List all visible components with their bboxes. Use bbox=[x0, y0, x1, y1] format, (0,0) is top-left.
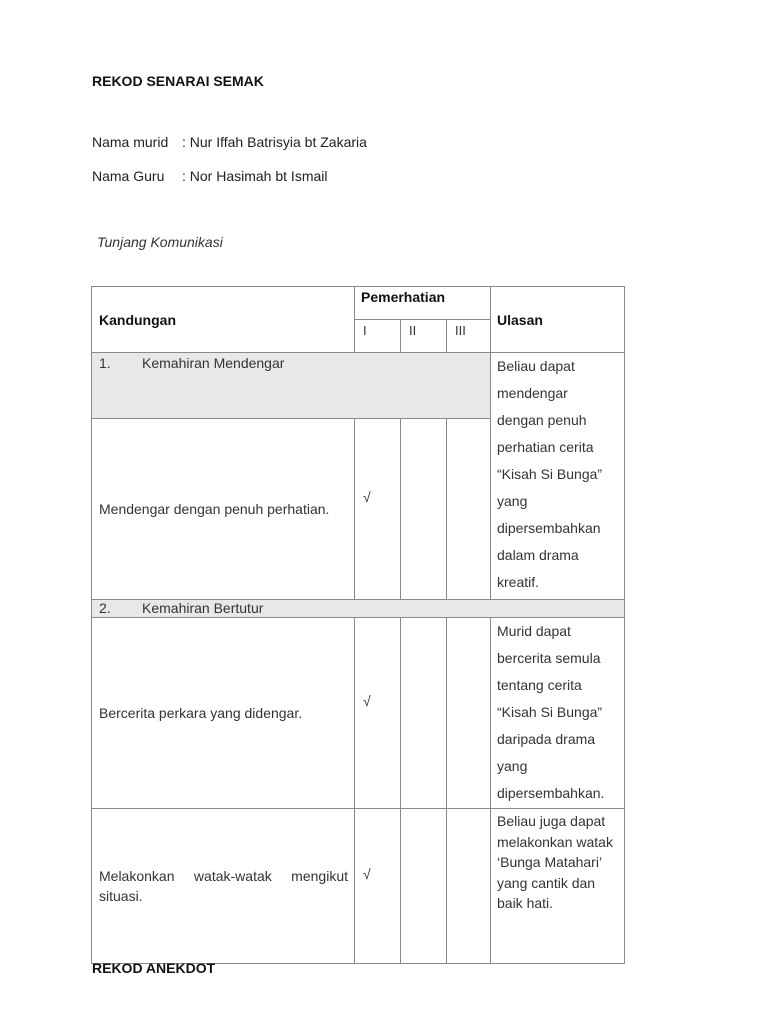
mark-level-2 bbox=[401, 809, 447, 964]
category-row-speaking bbox=[92, 600, 625, 618]
header-level-1: I bbox=[355, 320, 401, 353]
mark-level-3 bbox=[447, 419, 491, 600]
header-remarks: Ulasan bbox=[491, 287, 625, 353]
mark-level-1 bbox=[355, 618, 401, 809]
remarks-cell bbox=[491, 618, 625, 809]
remarks-text: Beliau dapat mendengar dengan penuh perhatian cerita “Kisah Si Bunga” yang dipersembahkan dalam drama kreatif. bbox=[497, 358, 603, 590]
header-level-3: III bbox=[447, 320, 491, 353]
footer-heading: REKOD ANEKDOT bbox=[92, 960, 216, 976]
header-content: Kandungan bbox=[92, 287, 355, 353]
teacher-name-row bbox=[92, 168, 327, 184]
category-number: 1. bbox=[99, 355, 111, 371]
header-level-2: II bbox=[401, 320, 447, 353]
category-row-listening bbox=[92, 353, 491, 419]
mark-level-1 bbox=[355, 419, 401, 600]
mark-level-3 bbox=[447, 618, 491, 809]
category-name: Kemahiran Bertutur bbox=[142, 600, 264, 616]
checklist-table bbox=[91, 286, 625, 964]
mark-level-2 bbox=[401, 618, 447, 809]
item-text: Mendengar dengan penuh perhatian. bbox=[92, 419, 355, 600]
item-text: Melakonkan watak-watak mengikut situasi. bbox=[92, 809, 355, 964]
item-text: Bercerita perkara yang didengar. bbox=[92, 618, 355, 809]
mark-level-1 bbox=[355, 809, 401, 964]
teacher-name-label: Nama Guru bbox=[92, 168, 165, 184]
section-heading: Tunjang Komunikasi bbox=[97, 234, 223, 250]
teacher-name-value: : Nor Hasimah bt Ismail bbox=[182, 168, 328, 184]
student-name-label: Nama murid bbox=[92, 134, 169, 150]
remarks-text: Murid dapat bercerita semula tentang cerita “Kisah Si Bunga” daripada drama yang dipersembahkan. bbox=[497, 623, 605, 801]
remarks-cell bbox=[491, 353, 625, 600]
mark-level-2 bbox=[401, 419, 447, 600]
mark-level-3 bbox=[447, 809, 491, 964]
student-name-row bbox=[92, 134, 367, 150]
check-mark: √ bbox=[363, 693, 371, 709]
student-name-value: : Nur Iffah Batrisyia bt Zakaria bbox=[182, 134, 367, 150]
category-number: 2. bbox=[99, 600, 111, 616]
remarks-cell bbox=[491, 809, 625, 964]
remarks-text: Beliau juga dapat melakonkan watak ‘Bunga Matahari’ yang cantik dan baik hati. bbox=[497, 813, 613, 911]
header-observation: Pemerhatian bbox=[355, 287, 491, 320]
check-mark: √ bbox=[363, 489, 371, 505]
category-name: Kemahiran Mendengar bbox=[142, 355, 285, 371]
page-title: REKOD SENARAI SEMAK bbox=[92, 73, 264, 89]
check-mark: √ bbox=[363, 866, 371, 882]
